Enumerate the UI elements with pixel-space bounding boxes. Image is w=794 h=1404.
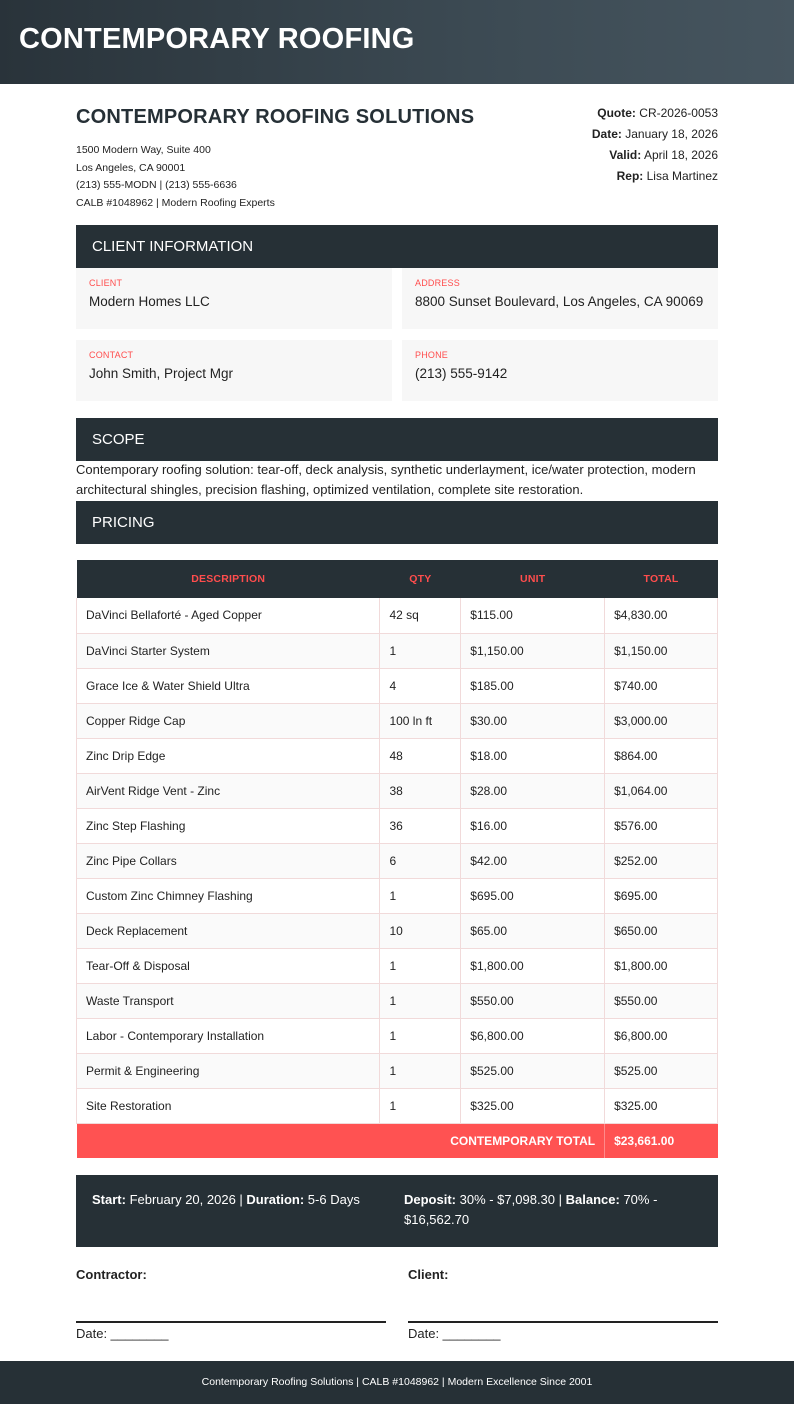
cell-description: DaVinci Starter System [77, 633, 380, 668]
cell-qty: 1 [380, 1018, 461, 1053]
company-address [76, 142, 536, 212]
col-description: DESCRIPTION [77, 560, 380, 598]
cell-qty: 1 [380, 633, 461, 668]
schedule-terms: Start: February 20, 2026 | Duration: 5-6 Days [92, 1192, 360, 1207]
pricing-header-row [77, 560, 718, 598]
table-row [77, 1088, 718, 1123]
cell-qty: 1 [380, 1053, 461, 1088]
cell-unit: $525.00 [461, 1053, 605, 1088]
cell-unit: $16.00 [461, 808, 605, 843]
phone-label: PHONE [415, 350, 449, 360]
cell-qty: 1 [380, 948, 461, 983]
cell-unit: $550.00 [461, 983, 605, 1018]
cell-description: DaVinci Bellaforté - Aged Copper [77, 598, 380, 633]
company-block [76, 106, 536, 212]
cell-qty: 1 [380, 1088, 461, 1123]
contractor-signature [76, 1267, 386, 1341]
col-total: TOTAL [605, 560, 718, 598]
quote-number: Quote: CR-2026-0053 [597, 106, 718, 120]
contractor-label: Contractor: [76, 1267, 147, 1282]
pricing-heading: PRICING [76, 501, 718, 544]
table-row [77, 948, 718, 983]
cell-unit: $695.00 [461, 878, 605, 913]
footer: Contemporary Roofing Solutions | CALB #1048962 | Modern Excellence Since 2001 [0, 1361, 794, 1404]
contact-label: CONTACT [89, 350, 134, 360]
quote-date: Date: January 18, 2026 [591, 127, 718, 141]
client-signature [408, 1267, 718, 1341]
cell-description: AirVent Ridge Vent - Zinc [77, 773, 380, 808]
client-card [76, 268, 392, 329]
cell-qty: 1 [380, 878, 461, 913]
cell-description: Zinc Step Flashing [77, 808, 380, 843]
cell-unit: $42.00 [461, 843, 605, 878]
contact-card [76, 340, 392, 401]
table-row [77, 983, 718, 1018]
quote-rep: Rep: Lisa Martinez [616, 169, 718, 183]
payment-terms: Deposit: 30% - $7,098.30 | Balance: 70% - $16,562.70 [404, 1192, 658, 1227]
client-value: Modern Homes LLC [89, 294, 210, 309]
address-line1: 1500 Modern Way, Suite 400 [76, 144, 211, 156]
table-row [77, 878, 718, 913]
quote-valid: Valid: April 18, 2026 [609, 148, 718, 162]
cell-total: $4,830.00 [605, 598, 718, 633]
cell-total: $1,800.00 [605, 948, 718, 983]
cell-total: $3,000.00 [605, 703, 718, 738]
table-row [77, 1053, 718, 1088]
banner-title: CONTEMPORARY ROOFING [19, 23, 415, 55]
cell-description: Tear-Off & Disposal [77, 948, 380, 983]
cell-total: $650.00 [605, 913, 718, 948]
cell-qty: 48 [380, 738, 461, 773]
table-row [77, 913, 718, 948]
table-row [77, 738, 718, 773]
cell-qty: 6 [380, 843, 461, 878]
col-unit: UNIT [461, 560, 605, 598]
header-banner [0, 0, 794, 84]
cell-description: Custom Zinc Chimney Flashing [77, 878, 380, 913]
total-value: $23,661.00 [605, 1123, 718, 1158]
cell-description: Site Restoration [77, 1088, 380, 1123]
cell-unit: $115.00 [461, 598, 605, 633]
cell-description: Zinc Drip Edge [77, 738, 380, 773]
cell-qty: 100 ln ft [380, 703, 461, 738]
cell-unit: $65.00 [461, 913, 605, 948]
phone-value: (213) 555-9142 [415, 366, 508, 381]
cell-total: $550.00 [605, 983, 718, 1018]
contact-value: John Smith, Project Mgr [89, 366, 234, 381]
address-label: ADDRESS [415, 278, 460, 288]
cell-total: $864.00 [605, 738, 718, 773]
contractor-signature-line[interactable] [76, 1321, 386, 1323]
contractor-date: Date: ________ [76, 1326, 169, 1341]
cell-description: Permit & Engineering [77, 1053, 380, 1088]
cell-qty: 4 [380, 668, 461, 703]
cell-total: $252.00 [605, 843, 718, 878]
table-row [77, 773, 718, 808]
cell-total: $1,150.00 [605, 633, 718, 668]
table-row [77, 668, 718, 703]
company-license: CALB #1048962 | Modern Roofing Experts [76, 196, 275, 209]
terms-block [76, 1175, 718, 1247]
client-label: CLIENT [89, 278, 123, 288]
cell-description: Deck Replacement [77, 913, 380, 948]
company-phones: (213) 555-MODN | (213) 555-6636 [76, 179, 237, 191]
phone-card [402, 340, 718, 401]
cell-description: Labor - Contemporary Installation [77, 1018, 380, 1053]
quote-meta [592, 103, 718, 187]
cell-qty: 1 [380, 983, 461, 1018]
cell-total: $325.00 [605, 1088, 718, 1123]
cell-description: Zinc Pipe Collars [77, 843, 380, 878]
table-row [77, 633, 718, 668]
cell-unit: $28.00 [461, 773, 605, 808]
client-sig-label: Client: [408, 1267, 449, 1282]
client-signature-line[interactable] [408, 1321, 718, 1323]
cell-total: $740.00 [605, 668, 718, 703]
cell-total: $695.00 [605, 878, 718, 913]
client-date: Date: ________ [408, 1326, 501, 1341]
table-row [77, 598, 718, 633]
scope-text: Contemporary roofing solution: tear-off, deck analysis, synthetic underlayment, ice/water protection, modern architectural shingles, precision flashing, optimized ventilation, complete site restoration. [76, 462, 696, 497]
scope-heading: SCOPE [76, 418, 718, 461]
cell-qty: 10 [380, 913, 461, 948]
company-name: CONTEMPORARY ROOFING SOLUTIONS [76, 106, 475, 128]
cell-total: $1,064.00 [605, 773, 718, 808]
table-row [77, 703, 718, 738]
cell-description: Waste Transport [77, 983, 380, 1018]
address-card [402, 268, 718, 329]
cell-unit: $30.00 [461, 703, 605, 738]
cell-qty: 36 [380, 808, 461, 843]
cell-total: $6,800.00 [605, 1018, 718, 1053]
col-qty: QTY [380, 560, 461, 598]
cell-total: $576.00 [605, 808, 718, 843]
pricing-table [76, 560, 718, 1158]
total-row [77, 1123, 718, 1158]
cell-unit: $185.00 [461, 668, 605, 703]
cell-total: $525.00 [605, 1053, 718, 1088]
cell-qty: 38 [380, 773, 461, 808]
cell-unit: $325.00 [461, 1088, 605, 1123]
address-value: 8800 Sunset Boulevard, Los Angeles, CA 90069 [415, 294, 704, 309]
cell-qty: 42 sq [380, 598, 461, 633]
cell-unit: $1,150.00 [461, 633, 605, 668]
address-line2: Los Angeles, CA 90001 [76, 161, 186, 174]
cell-unit: $1,800.00 [461, 948, 605, 983]
cell-unit: $6,800.00 [461, 1018, 605, 1053]
cell-description: Copper Ridge Cap [77, 703, 380, 738]
total-label: CONTEMPORARY TOTAL [77, 1123, 605, 1158]
cell-description: Grace Ice & Water Shield Ultra [77, 668, 380, 703]
client-info-heading: CLIENT INFORMATION [76, 225, 718, 268]
table-row [77, 843, 718, 878]
cell-unit: $18.00 [461, 738, 605, 773]
table-row [77, 1018, 718, 1053]
table-row [77, 808, 718, 843]
